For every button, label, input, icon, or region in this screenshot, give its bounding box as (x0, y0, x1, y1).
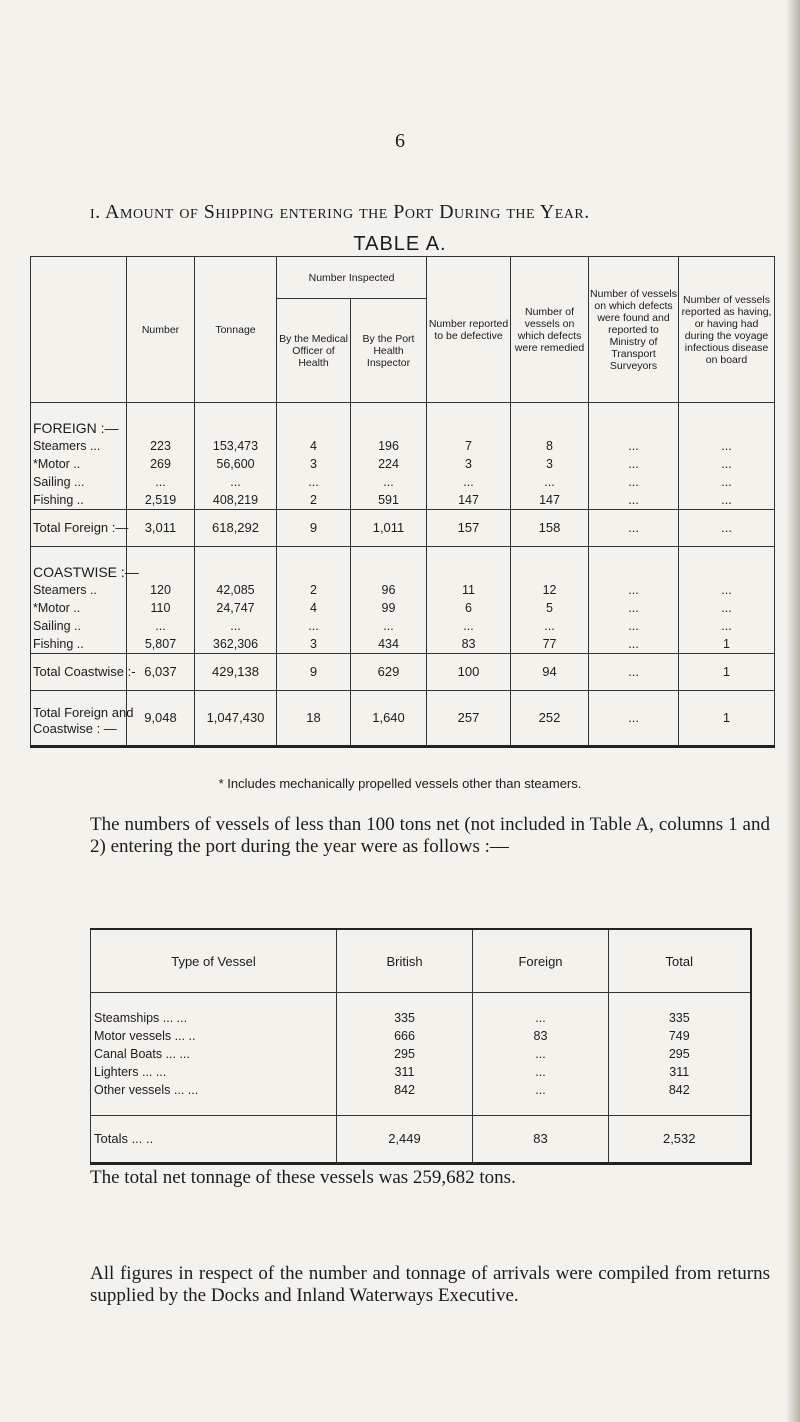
row-label: Steamers ... (31, 437, 127, 455)
cell-ministry: ... (589, 510, 679, 547)
footnote: * Includes mechanically propelled vessels other than steamers. (218, 776, 582, 791)
cell-ministry: ... (589, 599, 679, 617)
header-reported-defective: Number reported to be defective (427, 257, 511, 403)
cell-remedied: ... (511, 473, 589, 491)
table-row (31, 473, 775, 491)
cell-port: 196 (351, 437, 427, 455)
table-row (31, 581, 775, 599)
cell-remedied: ... (511, 617, 589, 635)
table-row (91, 1063, 751, 1081)
cell-number: 269 (127, 455, 195, 473)
cell-disease: 1 (679, 654, 775, 691)
row-label: Totals ... .. (91, 1116, 337, 1164)
cell-disease: ... (679, 599, 775, 617)
cell-port: 96 (351, 581, 427, 599)
table-row (31, 455, 775, 473)
table-row (31, 599, 775, 617)
table-row (31, 617, 775, 635)
row-label: *Motor .. (31, 455, 127, 473)
cell-british: 311 (337, 1063, 473, 1081)
cell-port: ... (351, 617, 427, 635)
cell-foreign: ... (473, 1045, 609, 1063)
cell-number: 6,037 (127, 654, 195, 691)
cell-medical: 9 (277, 654, 351, 691)
cell-disease: ... (679, 491, 775, 510)
cell-total: 842 (609, 1081, 751, 1099)
row-label: *Motor .. (31, 599, 127, 617)
cell-tonnage: ... (195, 617, 277, 635)
header-total: Total (609, 929, 751, 993)
cell-medical: 2 (277, 491, 351, 510)
cell-port: ... (351, 473, 427, 491)
row-label (31, 691, 134, 747)
cell-tonnage: 618,292 (195, 510, 277, 547)
cell-ministry: ... (589, 491, 679, 510)
header-type-of-vessel: Type of Vessel (91, 929, 337, 993)
cell-medical: 2 (277, 581, 351, 599)
row-label: Fishing .. (31, 635, 127, 654)
cell-tonnage: 362,306 (195, 635, 277, 654)
cell-defective: 257 (427, 691, 511, 747)
cell-defective: ... (427, 617, 511, 635)
row-label: Sailing .. (31, 617, 127, 635)
cell-tonnage: ... (195, 473, 277, 491)
cell-number: ... (127, 617, 195, 635)
cell-ministry: ... (589, 691, 679, 747)
header-foreign: Foreign (473, 929, 609, 993)
header-british: British (337, 929, 473, 993)
header-reported-to-ministry: Number of vessels on which defects were found and reported to Ministry of Transport Surveyors (589, 257, 679, 403)
cell-defective: 147 (427, 491, 511, 510)
cell-ministry: ... (589, 473, 679, 491)
table-row (31, 491, 775, 510)
table-a (30, 256, 775, 748)
cell-total: 749 (609, 1027, 751, 1045)
cell-british: 335 (337, 1009, 473, 1027)
header-by-medical-officer: By the Medical Officer of Health (277, 299, 351, 403)
cell-british: 842 (337, 1081, 473, 1099)
cell-disease: ... (679, 437, 775, 455)
cell-ministry: ... (589, 617, 679, 635)
cell-foreign: 83 (473, 1027, 609, 1045)
cell-disease: 1 (679, 635, 775, 654)
cell-number: 120 (127, 581, 195, 599)
cell-remedied: 77 (511, 635, 589, 654)
cell-tonnage: 408,219 (195, 491, 277, 510)
row-label: Canal Boats ... ... (91, 1045, 337, 1063)
cell-number: 2,519 (127, 491, 195, 510)
cell-total: 295 (609, 1045, 751, 1063)
totals-row (91, 1116, 751, 1164)
cell-british: 2,449 (337, 1116, 473, 1164)
cell-ministry: ... (589, 654, 679, 691)
cell-defective: 83 (427, 635, 511, 654)
paragraph-1: The numbers of vessels of less than 100 tons net (not included in Table A, columns 1 and 2) entering the port during the year were as follows :— (90, 814, 770, 857)
page-edge-shadow (786, 0, 800, 1422)
cell-medical: 3 (277, 455, 351, 473)
row-label: Sailing ... (31, 473, 127, 491)
cell-foreign: 83 (473, 1116, 609, 1164)
cell-port: 99 (351, 599, 427, 617)
header-number-inspected: Number Inspected (277, 257, 427, 299)
cell-defective: 7 (427, 437, 511, 455)
header-by-port-inspector: By the Port Health Inspector (351, 299, 427, 403)
cell-defective: 11 (427, 581, 511, 599)
cell-ministry: ... (589, 635, 679, 654)
cell-remedied: 158 (511, 510, 589, 547)
header-blank (31, 257, 127, 403)
table-b (90, 928, 752, 1165)
cell-remedied: 3 (511, 455, 589, 473)
row-label: Lighters ... ... (91, 1063, 337, 1081)
section-label-foreign: FOREIGN :— (31, 419, 127, 437)
cell-tonnage: 56,600 (195, 455, 277, 473)
cell-defective: 157 (427, 510, 511, 547)
cell-medical: 18 (277, 691, 351, 747)
cell-foreign: ... (473, 1009, 609, 1027)
row-label: Steamers .. (31, 581, 127, 599)
table-row (31, 437, 775, 455)
table-row (31, 635, 775, 654)
cell-tonnage: 429,138 (195, 654, 277, 691)
cell-remedied: 252 (511, 691, 589, 747)
total-foreign-row (31, 510, 775, 547)
cell-defective: 6 (427, 599, 511, 617)
cell-port: 629 (351, 654, 427, 691)
page-number: 6 (395, 130, 405, 152)
cell-number: ... (127, 473, 195, 491)
cell-ministry: ... (589, 581, 679, 599)
cell-remedied: 94 (511, 654, 589, 691)
cell-disease: ... (679, 455, 775, 473)
row-label: Other vessels ... ... (91, 1081, 337, 1099)
cell-medical: ... (277, 473, 351, 491)
table-row (91, 1009, 751, 1027)
cell-tonnage: 1,047,430 (195, 691, 277, 747)
header-defects-remedied: Number of vessels on which defects were remedied (511, 257, 589, 403)
cell-foreign: ... (473, 1063, 609, 1081)
cell-port: 224 (351, 455, 427, 473)
cell-medical: 4 (277, 437, 351, 455)
cell-total: 335 (609, 1009, 751, 1027)
table-a-title: TABLE A. (353, 233, 447, 255)
cell-ministry: ... (589, 455, 679, 473)
table-row (91, 1027, 751, 1045)
cell-defective: 3 (427, 455, 511, 473)
cell-number: 3,011 (127, 510, 195, 547)
row-label: Total Foreign :— (31, 510, 127, 547)
cell-tonnage: 153,473 (195, 437, 277, 455)
cell-medical: 9 (277, 510, 351, 547)
cell-medical: 4 (277, 599, 351, 617)
paragraph-3: All figures in respect of the number and tonnage of arrivals were compiled from returns supplied by the Docks and Inland Waterways Executive. (90, 1263, 770, 1306)
cell-remedied: 147 (511, 491, 589, 510)
cell-remedied: 5 (511, 599, 589, 617)
table-row (91, 1081, 751, 1099)
cell-ministry: ... (589, 437, 679, 455)
grand-total-label-line2: Coastwise : — (33, 721, 117, 736)
section-heading: i. Amount of Shipping entering the Port During the Year. (90, 201, 590, 223)
cell-tonnage: 24,747 (195, 599, 277, 617)
cell-port: 1,011 (351, 510, 427, 547)
cell-number: 9,048 (127, 691, 195, 747)
cell-tonnage: 42,085 (195, 581, 277, 599)
cell-number: 223 (127, 437, 195, 455)
cell-total: 2,532 (609, 1116, 751, 1164)
row-label: Motor vessels ... .. (91, 1027, 337, 1045)
cell-number: 5,807 (127, 635, 195, 654)
cell-remedied: 8 (511, 437, 589, 455)
paragraph-2: The total net tonnage of these vessels was 259,682 tons. (90, 1167, 516, 1188)
cell-port: 1,640 (351, 691, 427, 747)
cell-medical: 3 (277, 635, 351, 654)
cell-remedied: 12 (511, 581, 589, 599)
cell-disease: 1 (679, 691, 775, 747)
cell-number: 110 (127, 599, 195, 617)
total-coastwise-row (31, 654, 775, 691)
cell-defective: ... (427, 473, 511, 491)
table-row (91, 1045, 751, 1063)
cell-foreign: ... (473, 1081, 609, 1099)
cell-defective: 100 (427, 654, 511, 691)
cell-british: 295 (337, 1045, 473, 1063)
cell-total: 311 (609, 1063, 751, 1081)
cell-medical: ... (277, 617, 351, 635)
grand-total-label-line1: Total Foreign and (33, 705, 134, 720)
cell-disease: ... (679, 617, 775, 635)
section-label-coastwise: COASTWISE :— (31, 563, 127, 581)
cell-disease: ... (679, 473, 775, 491)
row-label: Steamships ... ... (91, 1009, 337, 1027)
cell-british: 666 (337, 1027, 473, 1045)
row-label: Total Coastwise :- (31, 654, 127, 691)
row-label: Fishing .. (31, 491, 127, 510)
header-infectious-disease: Number of vessels reported as having, or having had during the voyage infectious disease on board (679, 257, 775, 403)
header-number: Number (127, 257, 195, 403)
cell-port: 591 (351, 491, 427, 510)
cell-disease: ... (679, 581, 775, 599)
header-tonnage: Tonnage (195, 257, 277, 403)
cell-port: 434 (351, 635, 427, 654)
cell-disease: ... (679, 510, 775, 547)
grand-total-row (31, 691, 775, 747)
